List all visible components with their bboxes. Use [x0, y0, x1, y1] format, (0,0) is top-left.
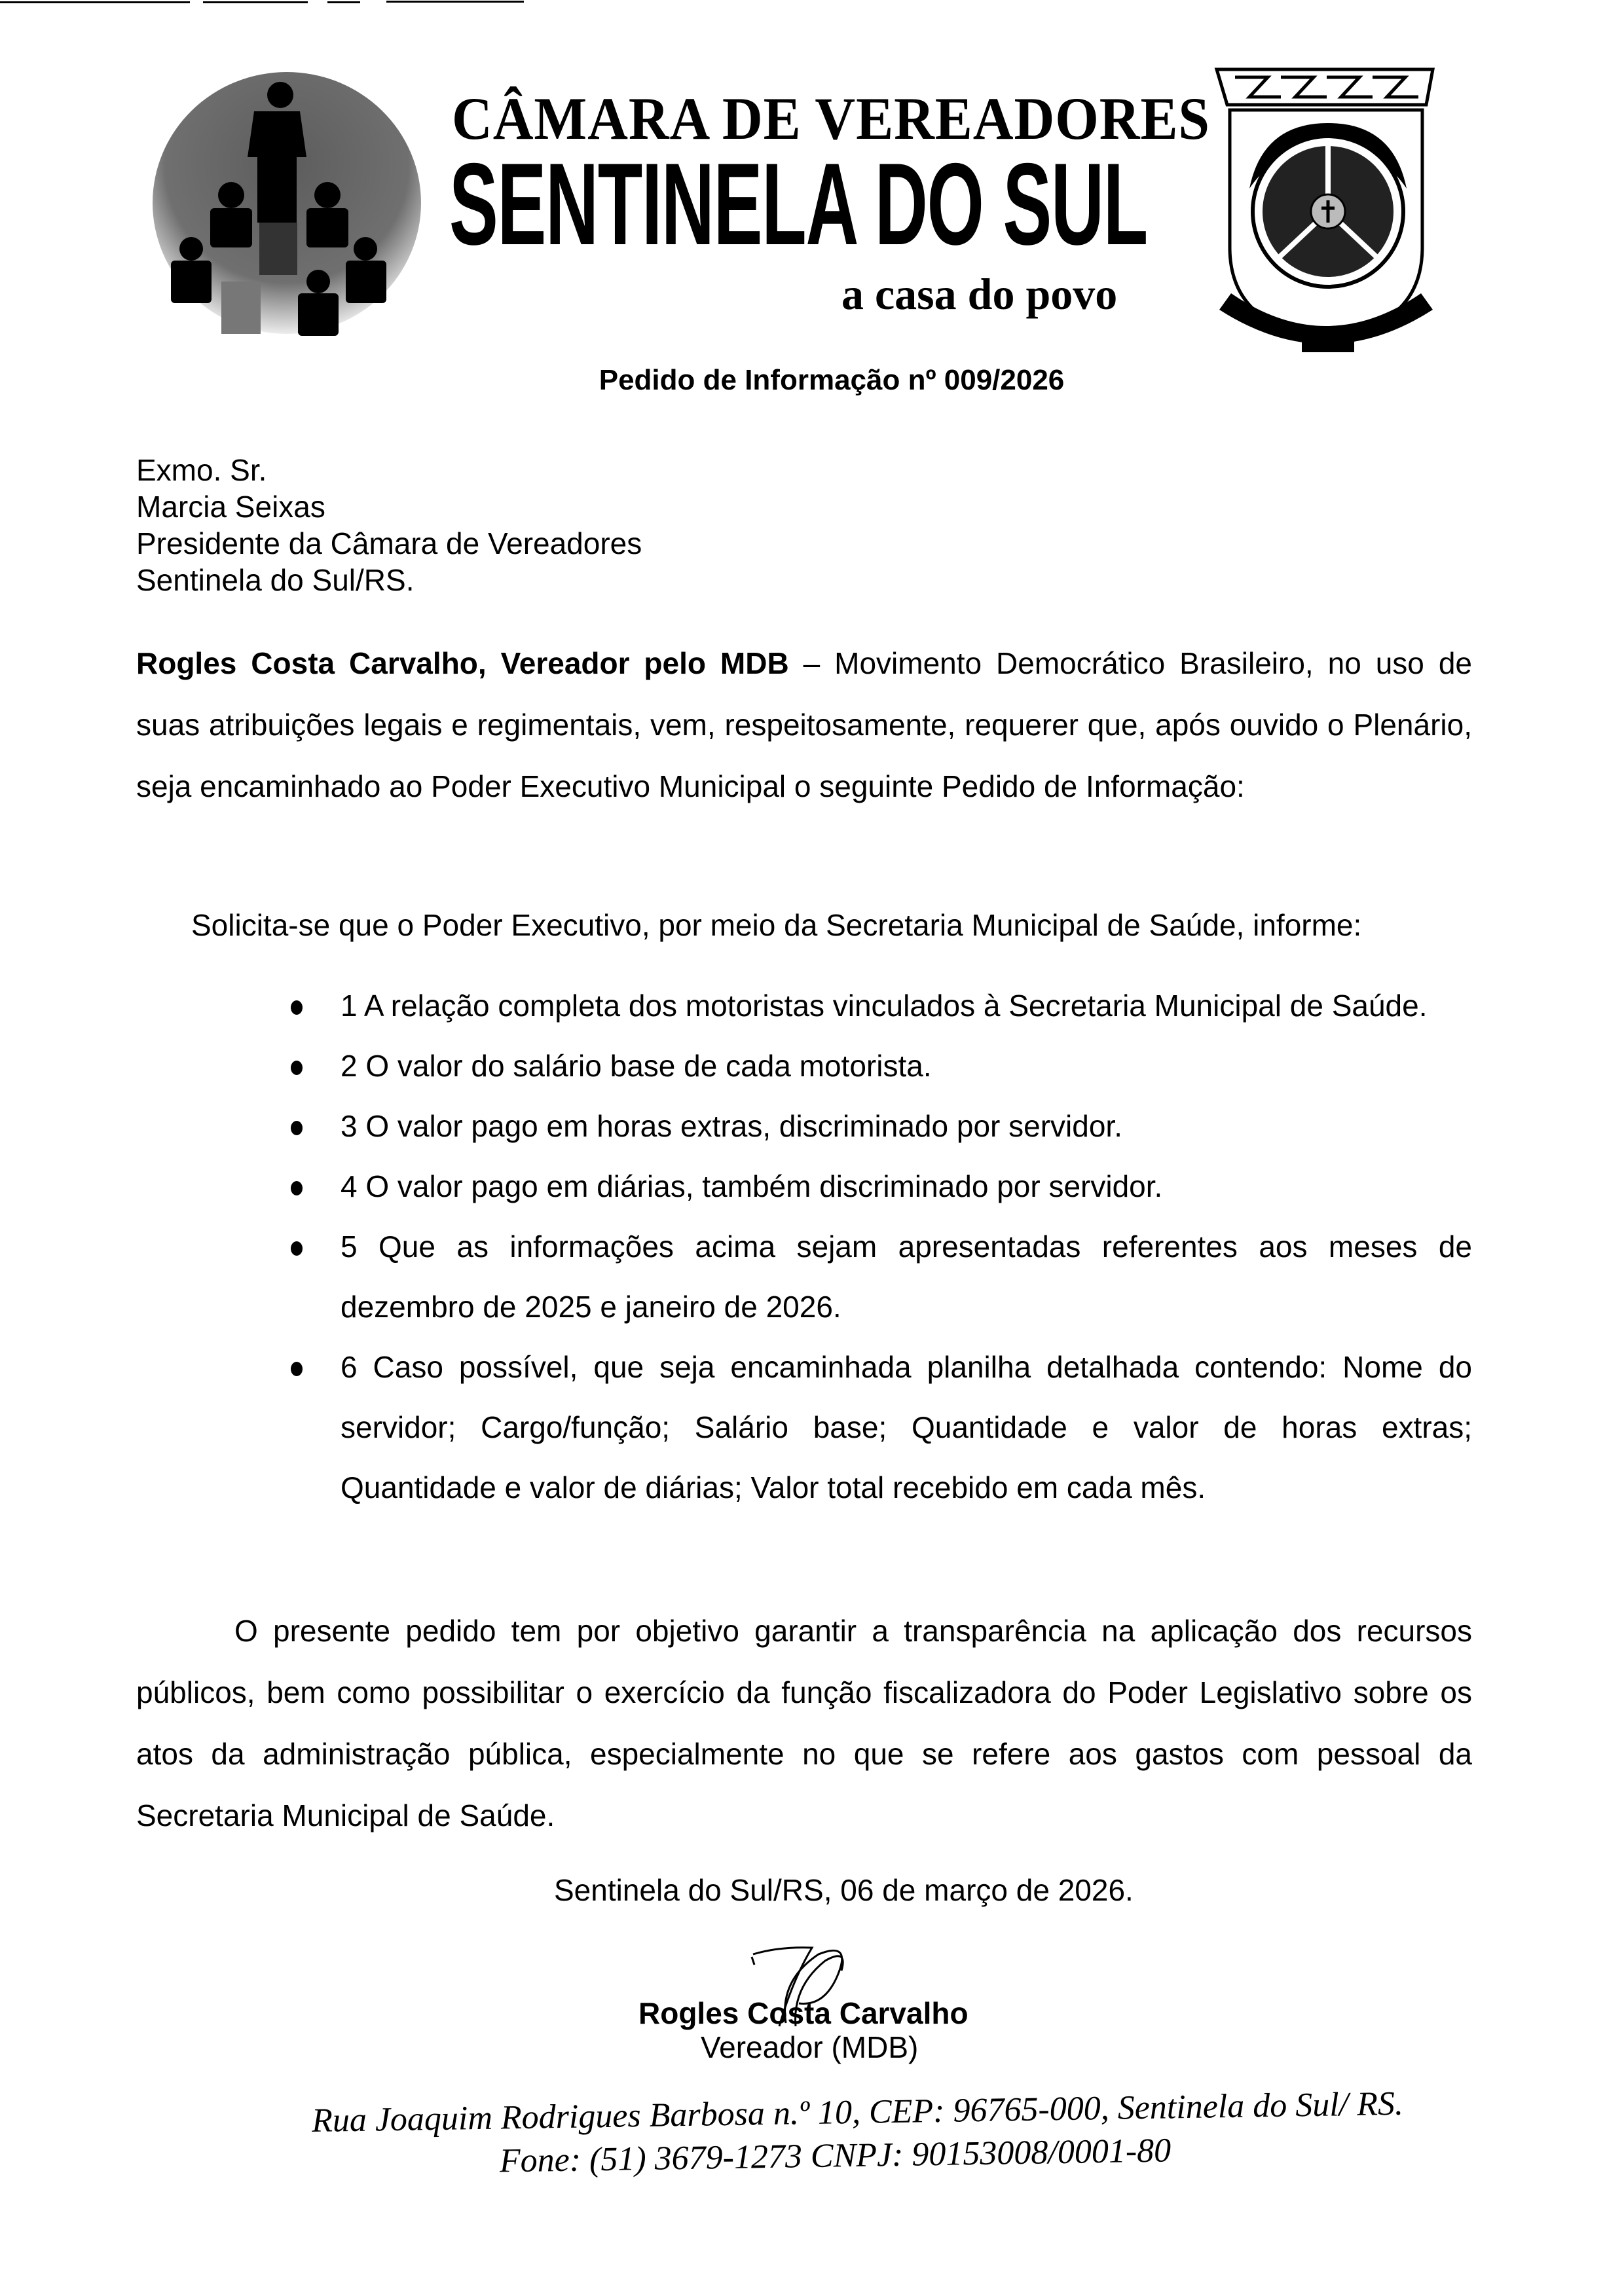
bullet-icon [291, 1121, 303, 1135]
intro-text: – Movimento Democrático Brasileiro, no uso de suas atribuições legais e regimentais, vem, respeitosamente, requerer que, após ouvido o Plenário, seja encaminhado ao Poder Executivo Municipal o seguinte Pedido de Informação: [136, 646, 1472, 803]
people-assembly-logo [149, 65, 451, 347]
recipient-location: Sentinela do Sul/RS. [136, 563, 415, 597]
list-item-text: 2 O valor do salário base de cada motorista. [341, 1049, 932, 1083]
document-title: Pedido de Informação nº 009/2026 [599, 364, 1065, 396]
list-item-text: 5 Que as informações acima sejam apresentadas referentes aos meses de dezembro de 2025 e janeiro de 2026. [341, 1230, 1472, 1324]
list-item [280, 1036, 1472, 1096]
list-item-text: 6 Caso possível, que seja encaminhada planilha detalhada contendo: Nome do servidor; Cargo/função; Salário base; Quantidade e valor de horas extras; Quantidade e valor de diárias; Valor total recebido em cada mês. [341, 1350, 1472, 1504]
letterhead-footer [0, 2079, 1624, 2191]
list-item [280, 1096, 1472, 1156]
coat-of-arms-icon [1204, 51, 1447, 359]
bullet-icon [291, 1000, 303, 1015]
list-item [280, 1156, 1472, 1216]
list-item-text: 3 O valor pago em horas extras, discriminado por servidor. [341, 1109, 1122, 1143]
signer-role: Vereador (MDB) [701, 2030, 919, 2064]
footer-contact: Fone: (51) 3679-1273 CNPJ: 90153008/0001-80 [499, 2132, 1172, 2180]
scan-artifact-rule [0, 1, 537, 3]
list-item-text: 1 A relação completa dos motoristas vinculados à Secretaria Municipal de Saúde. [341, 989, 1428, 1023]
list-item [280, 1216, 1472, 1337]
recipient-name: Marcia Seixas [136, 490, 325, 524]
intro-paragraph [136, 632, 1472, 817]
requested-items-list [280, 975, 1472, 1518]
list-item-text: 4 O valor pago em diárias, também discriminado por servidor. [341, 1169, 1163, 1203]
chamber-name: CÂMARA DE VEREADORES [452, 85, 1210, 152]
closing-paragraph: O presente pedido tem por objetivo garantir a transparência na aplicação dos recursos públicos, bem como possibilitar o exercício da função fiscalizadora do Poder Legislativo sobre os atos da administração pública, especialmente no que se refere aos gastos com pessoal da Secretaria Municipal de Saúde. [136, 1614, 1472, 1832]
bullet-icon [291, 1181, 303, 1195]
signer-name: Rogles Costa Carvalho [638, 1996, 969, 2030]
date-line: Sentinela do Sul/RS, 06 de março de 2026. [554, 1873, 1134, 1907]
recipient-salutation: Exmo. Sr. [136, 453, 267, 487]
requester-name: Rogles Costa Carvalho, Vereador pelo MDB [136, 646, 789, 680]
tagline: a casa do povo [841, 269, 1118, 319]
footer-address: Rua Joaquim Rodrigues Barbosa n.º 10, CEP: 96765-000, Sentinela do Sul/ RS. [311, 2085, 1404, 2140]
recipient-block [136, 452, 642, 598]
municipality-name: SENTINELA DO SUL [449, 139, 1147, 269]
bullet-icon [291, 1241, 303, 1256]
list-item [280, 975, 1472, 1036]
bullet-icon [291, 1061, 303, 1075]
list-item [280, 1337, 1472, 1518]
bullet-icon [291, 1362, 303, 1376]
recipient-position: Presidente da Câmara de Vereadores [136, 526, 642, 560]
request-statement: Solicita-se que o Poder Executivo, por meio da Secretaria Municipal de Saúde, informe: [191, 908, 1362, 942]
